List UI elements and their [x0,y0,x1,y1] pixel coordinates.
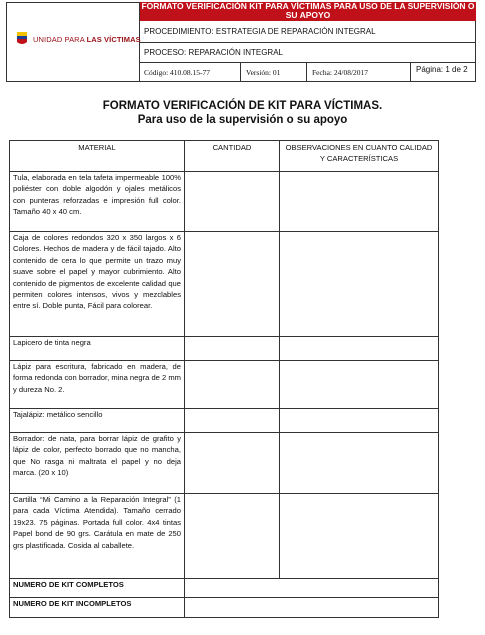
logo-text-regular: UNIDAD PARA [33,35,87,44]
material-cell: Lápiz para escritura, fabricado en madera, de forma redonda con borrador, mina negra de 2 mm y dureza No. 2. [10,361,185,409]
document-title: FORMATO VERIFICACIÓN DE KIT PARA VÍCTIMAS. [102,100,383,112]
table-row [10,361,439,409]
proceso-label: PROCESO: REPARACIÓN INTEGRAL [140,43,476,63]
observaciones-cell[interactable] [280,409,439,433]
kit-incompletos-value[interactable] [185,598,439,618]
divider [240,63,241,82]
material-cell: Tajalápiz: metálico sencillo [10,409,185,433]
pagina-label: Página: 1 de 2 [416,65,468,74]
material-cell: Lapicero de tinta negra [10,337,185,361]
cantidad-cell[interactable] [185,232,280,337]
kit-completos-value[interactable] [185,579,439,598]
observaciones-cell[interactable] [280,337,439,361]
document-meta-row [140,63,476,82]
table-row [10,232,439,337]
table-row [10,337,439,361]
procedimiento-label: PROCEDIMIENTO: ESTRATEGIA DE REPARACIÓN INTEGRAL [140,21,476,43]
cantidad-cell[interactable] [185,409,280,433]
divider [306,63,307,82]
observaciones-cell[interactable] [280,361,439,409]
observaciones-cell[interactable] [280,172,439,232]
table-row [10,409,439,433]
table-row [10,172,439,232]
cantidad-cell[interactable] [185,494,280,579]
fecha-label: Fecha: 24/08/2017 [312,68,369,77]
header-cantidad: CANTIDAD [185,141,280,172]
form-banner-title: FORMATO VERIFICACIÓN KIT PARA VÍCTIMAS PARA USO DE LA SUPERVISIÓN O SU APOYO [141,1,475,20]
header-observaciones: OBSERVACIONES EN CUANTO CALIDAD Y CARACTERÍSTICAS [280,141,439,172]
observaciones-cell[interactable] [280,494,439,579]
kit-incompletos-label: NUMERO DE KIT INCOMPLETOS [10,598,185,618]
cantidad-cell[interactable] [185,172,280,232]
cantidad-cell[interactable] [185,433,280,494]
document-subtitle: Para uso de la supervisión o su apoyo [137,114,348,126]
kit-completos-label: NUMERO DE KIT COMPLETOS [10,579,185,598]
table-row [10,598,439,618]
kit-verification-table [9,140,439,618]
material-cell: Caja de colores redondos 320 x 350 largos x 6 Colores. Hechos de madera y de fácil tajado. Alto contenido de cera lo que permite un trazo muy suave sobre el papel y mayor cubrimiento. Alto contenido de pigmentos de excelente calidad que permiten colores intensos, vivos y mezclables entre sí. Doble punta, Fácil para colorear. [10,232,185,337]
material-cell: Tula, elaborada en tela tafeta impermeable 100% poliéster con doble algodón y ojales metálicos con punteras reforzadas e impresión full color. Tamaño 40 x 40 cm. [10,172,185,232]
logo-text-bold: LAS VÍCTIMAS [86,35,141,44]
divider [410,63,411,82]
material-cell: Cartilla “Mi Camino a la Reparación Integral” (1 para cada Víctima Atendida). Tamaño cerrado 19x23. 75 páginas. Portada full color. 4x4 tintas Papel bond de 90 grs. Carátula en mate de 250 grs plastificada. Cosida al caballete. [10,494,185,579]
version-label: Versión: 01 [246,68,281,77]
cantidad-cell[interactable] [185,361,280,409]
observaciones-cell[interactable] [280,232,439,337]
header-material: MATERIAL [10,141,185,172]
observaciones-cell[interactable] [280,433,439,494]
material-cell: Borrador: de nata, para borrar lápiz de grafito y lápiz de color, perfecto borrado que no mancha, que No rasga ni maltrata el papel y no deja marca. (20 x 10) [10,433,185,494]
cantidad-cell[interactable] [185,337,280,361]
colombia-flag-logo-icon [15,30,29,46]
table-header-row [10,141,439,172]
codigo-label: Código: 410.08.15-77 [144,68,211,77]
table-row [10,494,439,579]
logo-text [33,35,141,44]
table-row [10,433,439,494]
table-row [10,579,439,598]
